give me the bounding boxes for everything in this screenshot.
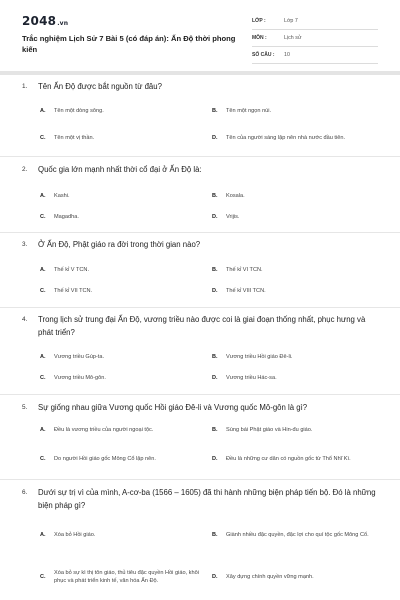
option-text: Do người Hồi giáo gốc Mông Cổ lập nên. (54, 455, 156, 462)
option-text: Thế kỉ VI TCN. (226, 266, 263, 273)
meta-row-count (252, 47, 378, 64)
option-a[interactable] (40, 190, 200, 202)
option-letter: D. (212, 375, 218, 381)
meta-value: 10 (284, 52, 290, 58)
question-text: Dưới sự trị vì của mình, A-cơ-ba (1566 – 1605) đã thi hành những biện pháp tiến bộ. Đó là những biện pháp gì? (38, 488, 376, 510)
option-a[interactable] (40, 264, 200, 276)
option-letter: C. (40, 456, 46, 462)
option-c[interactable] (40, 211, 200, 223)
option-letter: B. (212, 532, 218, 538)
option-letter: D. (212, 214, 218, 220)
option-text: Vương triều Gúp-ta. (54, 353, 105, 360)
option-c[interactable] (40, 372, 200, 384)
option-b[interactable] (212, 424, 378, 436)
option-a[interactable] (40, 351, 200, 363)
option-letter: A. (40, 427, 46, 433)
option-a[interactable] (40, 105, 200, 117)
option-text: Xóa bỏ sự kì thị tôn giáo, thủ tiêu đặc quyền Hồi giáo, khôi phục và phát triển kinh tế, văn hóa Ấn Độ. (54, 569, 199, 584)
question-text: Ở Ấn Độ, Phật giáo ra đời trong thời gian nào? (38, 240, 201, 249)
option-b[interactable] (212, 351, 378, 363)
question-number: 2. (22, 166, 28, 173)
option-a[interactable] (40, 529, 200, 541)
page-header (0, 0, 400, 68)
option-text: Giành nhiều đặc quyền, đặc lợi cho quí tộc gốc Mông Cổ. (226, 531, 369, 538)
option-text: Tên một vị thần. (54, 134, 95, 141)
meta-row-class (252, 13, 378, 30)
option-letter: A. (40, 193, 46, 199)
question-number: 3. (22, 241, 28, 248)
option-letter: C. (40, 214, 46, 220)
logo-domain: .vn (57, 20, 69, 27)
option-d[interactable] (212, 447, 378, 471)
option-letter: A. (40, 354, 46, 360)
question-separator (0, 479, 400, 480)
option-text: Xóa bỏ Hồi giáo. (54, 531, 96, 538)
option-a[interactable] (40, 424, 200, 436)
meta-value: Lớp 7 (284, 18, 298, 24)
option-text: Vương triều Hác-sa. (226, 374, 277, 381)
option-d[interactable] (212, 211, 378, 223)
meta-info (252, 13, 378, 64)
option-b[interactable] (212, 523, 378, 547)
option-text: Vrijis. (226, 213, 240, 220)
option-b[interactable] (212, 190, 378, 202)
option-text: Kashi. (54, 192, 70, 199)
question-separator (0, 156, 400, 157)
option-letter: B. (212, 108, 218, 114)
question-number: 5. (22, 404, 28, 411)
question-number: 1. (22, 83, 28, 90)
option-c[interactable] (40, 285, 200, 297)
option-text: Sùng bái Phật giáo và Hin-đu giáo. (226, 426, 313, 433)
option-d[interactable] (212, 372, 378, 384)
option-text: Xây dựng chính quyền vững mạnh. (226, 573, 314, 580)
option-text: Thế kỉ VII TCN. (54, 287, 93, 294)
meta-row-subject (252, 30, 378, 47)
option-d[interactable] (212, 285, 378, 297)
option-text: Vương triều Mô-gôn. (54, 374, 106, 381)
option-letter: D. (212, 135, 218, 141)
option-text: Magadha. (54, 213, 79, 220)
question-separator (0, 307, 400, 308)
question-number: 6. (22, 489, 28, 496)
option-letter: D. (212, 288, 218, 294)
meta-label: LỚP : (252, 18, 266, 24)
option-text: Thế kỉ V TCN. (54, 266, 90, 273)
question-number: 4. (22, 316, 28, 323)
option-text: Vương triều Hồi giáo Đê-li. (226, 353, 293, 360)
meta-label: MÔN : (252, 35, 267, 41)
meta-value: Lịch sử (284, 35, 302, 41)
option-letter: B. (212, 267, 218, 273)
option-text: Đều là vương triều của người ngoại tộc. (54, 426, 154, 433)
question-text: Tên Ấn Độ được bắt nguồn từ đâu? (38, 82, 162, 91)
option-letter: B. (212, 427, 218, 433)
option-c[interactable] (40, 132, 200, 144)
option-letter: C. (40, 574, 46, 580)
option-letter: B. (212, 193, 218, 199)
option-letter: A. (40, 108, 46, 114)
meta-label: SỐ CÂU : (252, 52, 275, 58)
header-divider (0, 71, 400, 75)
option-letter: B. (212, 354, 218, 360)
site-logo[interactable] (22, 14, 68, 28)
option-c[interactable] (40, 453, 200, 465)
option-text: Thế kỉ VIII TCN. (226, 287, 266, 294)
option-letter: A. (40, 267, 46, 273)
option-text: Tên một dòng sông. (54, 107, 104, 114)
option-text: Kosala. (226, 192, 245, 199)
question-text: Quốc gia lớn mạnh nhất thời cổ đại ở Ấn Độ là: (38, 165, 202, 174)
page-title: Trắc nghiệm Lịch Sử 7 Bài 5 (có đáp án): Ấn Độ thời phong kiến (22, 34, 236, 54)
option-letter: C. (40, 375, 46, 381)
option-letter: C. (40, 288, 46, 294)
option-text: Tên của người sáng lập nên nhà nước đầu tiên. (226, 134, 346, 141)
question-separator (0, 394, 400, 395)
question-separator (0, 232, 400, 233)
logo-text: 2048 (22, 14, 57, 28)
question-text: Sự giống nhau giữa Vương quốc Hồi giáo Đê-li và Vương quốc Mô-gôn là gì? (38, 403, 308, 412)
option-letter: D. (212, 456, 218, 462)
option-d[interactable] (212, 571, 378, 583)
option-text: Đều là những cư dân có nguồn gốc từ Thổ Nhĩ Kì. (226, 455, 351, 462)
question-text: Trong lịch sử trung đại Ấn Độ, vương triều nào được coi là giai đoạn thống nhất, phục hưng và phát triển? (38, 315, 366, 337)
option-text: Tên một ngọn núi. (226, 107, 272, 114)
option-letter: C. (40, 135, 46, 141)
option-letter: D. (212, 574, 218, 580)
option-b[interactable] (212, 264, 378, 276)
option-c[interactable] (40, 560, 200, 594)
option-b[interactable] (212, 105, 378, 117)
option-letter: A. (40, 532, 46, 538)
option-d[interactable] (212, 126, 378, 150)
